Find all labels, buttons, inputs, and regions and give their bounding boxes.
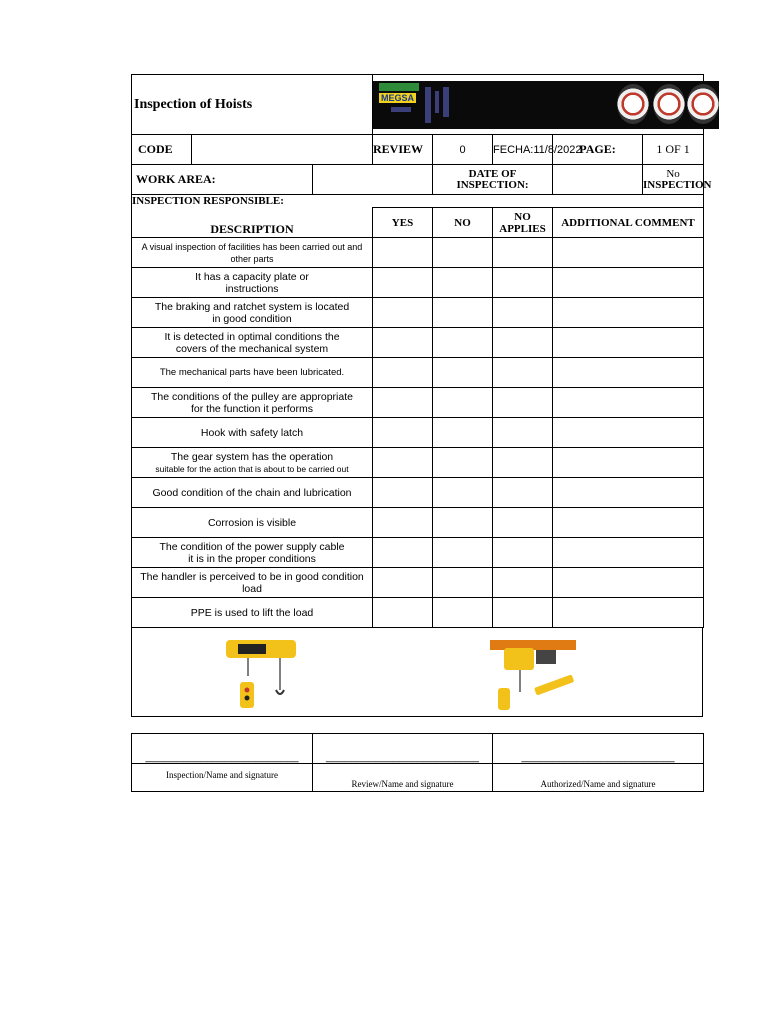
- inspection-form: [131, 74, 712, 792]
- no-applies-cell[interactable]: [493, 568, 553, 598]
- no-cell[interactable]: [433, 448, 493, 478]
- yes-cell[interactable]: [373, 568, 433, 598]
- date-of-inspection-label: DATE OF INSPECTION:: [433, 165, 553, 195]
- description-line-1: The handler is perceived to be in good condition: [140, 570, 364, 583]
- crane-icon: [435, 91, 439, 113]
- fecha-value: FECHA:11/8/2022: [493, 135, 553, 165]
- images-row: [132, 628, 703, 717]
- yes-cell[interactable]: [373, 238, 433, 268]
- no-cell[interactable]: [433, 388, 493, 418]
- authorized-signature-label: Authorized/Name and signature: [493, 764, 704, 792]
- checklist-description: [132, 538, 373, 568]
- checklist-row: [132, 358, 704, 388]
- logo-brand-text: MEGSA: [381, 92, 415, 103]
- checklist-description: [132, 358, 373, 388]
- description-line-2: it is in the proper conditions: [188, 552, 316, 565]
- yes-cell[interactable]: [373, 328, 433, 358]
- date-field[interactable]: [553, 165, 643, 195]
- inspection-signature-line[interactable]: _________________________: [132, 734, 313, 764]
- no-applies-cell[interactable]: [493, 448, 553, 478]
- checklist-description: [132, 268, 373, 298]
- seal-icon: [687, 84, 719, 124]
- description-line-1: The braking and ratchet system is located: [154, 300, 350, 313]
- no-applies-cell[interactable]: [493, 598, 553, 628]
- yes-cell[interactable]: [373, 478, 433, 508]
- comment-cell[interactable]: [553, 568, 704, 598]
- comment-cell[interactable]: [553, 448, 704, 478]
- no-applies-cell[interactable]: [493, 538, 553, 568]
- description-line-1: A visual inspection of facilities has been carried out and: [141, 241, 363, 252]
- no-cell[interactable]: [433, 238, 493, 268]
- yes-cell[interactable]: [373, 448, 433, 478]
- no-applies-cell[interactable]: [493, 328, 553, 358]
- electric-hoist-image-2: [480, 632, 580, 712]
- checklist-row: [132, 298, 704, 328]
- page-value: 1 OF 1: [643, 135, 704, 165]
- review-value: 0: [433, 135, 493, 165]
- no-applies-cell[interactable]: [493, 478, 553, 508]
- no-applies-cell[interactable]: [493, 268, 553, 298]
- code-label: CODE: [132, 135, 192, 165]
- inspection-responsible-label: INSPECTION RESPONSIBLE:: [132, 195, 704, 208]
- no-cell[interactable]: [433, 328, 493, 358]
- seal-icon: [617, 84, 649, 124]
- description-line-2: in good condition: [212, 312, 292, 325]
- work-area-field[interactable]: [313, 165, 433, 195]
- checklist-row: [132, 508, 704, 538]
- additional-comment-header: ADDITIONAL COMMENT: [553, 208, 704, 238]
- checklist-row: [132, 478, 704, 508]
- description-line-1: Hook with safety latch: [200, 426, 304, 439]
- no-cell[interactable]: [433, 478, 493, 508]
- crane-icon: [425, 87, 431, 123]
- no-cell[interactable]: [433, 568, 493, 598]
- description-line-1: The gear system has the operation: [170, 450, 334, 463]
- checklist-row: [132, 448, 704, 478]
- checklist-description: [132, 568, 373, 598]
- yes-cell[interactable]: [373, 598, 433, 628]
- checklist-description: [132, 448, 373, 478]
- comment-cell[interactable]: [553, 538, 704, 568]
- description-line-1: It is detected in optimal conditions the: [164, 330, 340, 343]
- comment-cell[interactable]: [553, 508, 704, 538]
- yes-header: YES: [373, 208, 433, 238]
- checklist-description: [132, 328, 373, 358]
- yes-cell[interactable]: [373, 388, 433, 418]
- description-line-2: covers of the mechanical system: [175, 342, 329, 355]
- comment-cell[interactable]: [553, 358, 704, 388]
- checklist-description: [132, 598, 373, 628]
- no-cell[interactable]: [433, 358, 493, 388]
- comment-cell[interactable]: [553, 328, 704, 358]
- checklist-description: [132, 238, 373, 268]
- review-label: REVIEW: [373, 135, 433, 165]
- description-line-1: The conditions of the pulley are appropriate: [151, 390, 353, 403]
- checklist-description: [132, 418, 373, 448]
- checklist-table: [131, 194, 704, 628]
- no-cell[interactable]: [433, 598, 493, 628]
- description-line-1: The condition of the power supply cable: [159, 540, 345, 553]
- description-line-1: Corrosion is visible: [207, 516, 297, 529]
- description-line-2: for the function it performs: [191, 402, 313, 415]
- yes-cell[interactable]: [373, 418, 433, 448]
- checklist-row: [132, 328, 704, 358]
- checklist-row: [132, 238, 704, 268]
- no-cell[interactable]: [433, 298, 493, 328]
- logo-cell: [373, 75, 704, 135]
- checklist-description: [132, 478, 373, 508]
- checklist-row: [132, 388, 704, 418]
- no-cell[interactable]: [433, 268, 493, 298]
- no-applies-cell[interactable]: [493, 358, 553, 388]
- no-applies-cell[interactable]: [493, 238, 553, 268]
- no-cell[interactable]: [433, 508, 493, 538]
- code-field[interactable]: [192, 135, 373, 165]
- yes-cell[interactable]: [373, 358, 433, 388]
- page-label: PAGE:: [553, 135, 643, 165]
- yes-cell[interactable]: [373, 508, 433, 538]
- description-line-2: other parts: [230, 253, 274, 264]
- no-applies-cell[interactable]: [493, 508, 553, 538]
- review-signature-label: Review/Name and signature: [313, 764, 493, 792]
- logo-green-bar: [379, 83, 419, 91]
- description-line-2: suitable for the action that is about to be carried out: [155, 463, 349, 474]
- yes-cell[interactable]: [373, 268, 433, 298]
- checklist-row: [132, 598, 704, 628]
- description-line-1: The mechanical parts have been lubricated.: [159, 366, 345, 378]
- checklist-description: [132, 388, 373, 418]
- yes-cell[interactable]: [373, 298, 433, 328]
- no-applies-cell[interactable]: [493, 388, 553, 418]
- no-inspection-label: No INSPECTION: [643, 165, 704, 195]
- authorized-signature-line[interactable]: _________________________: [493, 734, 704, 764]
- signature-table: [131, 733, 704, 792]
- description-line-1: It has a capacity plate or: [195, 270, 309, 283]
- no-applies-cell[interactable]: [493, 418, 553, 448]
- electric-hoist-image-1: [218, 634, 310, 714]
- review-signature-line[interactable]: _________________________: [313, 734, 493, 764]
- checklist-row: [132, 418, 704, 448]
- description-line-1: Good condition of the chain and lubrication: [152, 486, 352, 499]
- images-table: [131, 627, 703, 717]
- comment-cell[interactable]: [553, 598, 704, 628]
- crane-icon: [391, 107, 411, 112]
- checklist-row: [132, 538, 704, 568]
- no-applies-header: NO APPLIES: [493, 208, 553, 238]
- description-line-2: instructions: [225, 282, 279, 295]
- comment-cell[interactable]: [553, 418, 704, 448]
- no-cell[interactable]: [433, 418, 493, 448]
- comment-cell[interactable]: [553, 298, 704, 328]
- no-applies-cell[interactable]: [493, 298, 553, 328]
- yes-cell[interactable]: [373, 538, 433, 568]
- form-title: Inspection of Hoists: [132, 75, 373, 135]
- no-header: NO: [433, 208, 493, 238]
- comment-cell[interactable]: [553, 388, 704, 418]
- checklist-row: [132, 568, 704, 598]
- crane-icon: [443, 87, 449, 117]
- company-logo: [373, 81, 719, 129]
- inspection-signature-label: Inspection/Name and signature: [132, 764, 313, 792]
- checklist-description: [132, 298, 373, 328]
- no-cell[interactable]: [433, 538, 493, 568]
- checklist-row: [132, 268, 704, 298]
- description-header: DESCRIPTION: [132, 208, 373, 238]
- checklist-description: [132, 508, 373, 538]
- work-area-label: WORK AREA:: [132, 165, 313, 195]
- comment-cell[interactable]: [553, 268, 704, 298]
- main-table: [131, 74, 712, 195]
- description-line-1: PPE is used to lift the load: [190, 606, 314, 619]
- comment-cell[interactable]: [553, 478, 704, 508]
- seal-icon: [653, 84, 685, 124]
- comment-cell[interactable]: [553, 238, 704, 268]
- description-line-2: load: [242, 582, 262, 595]
